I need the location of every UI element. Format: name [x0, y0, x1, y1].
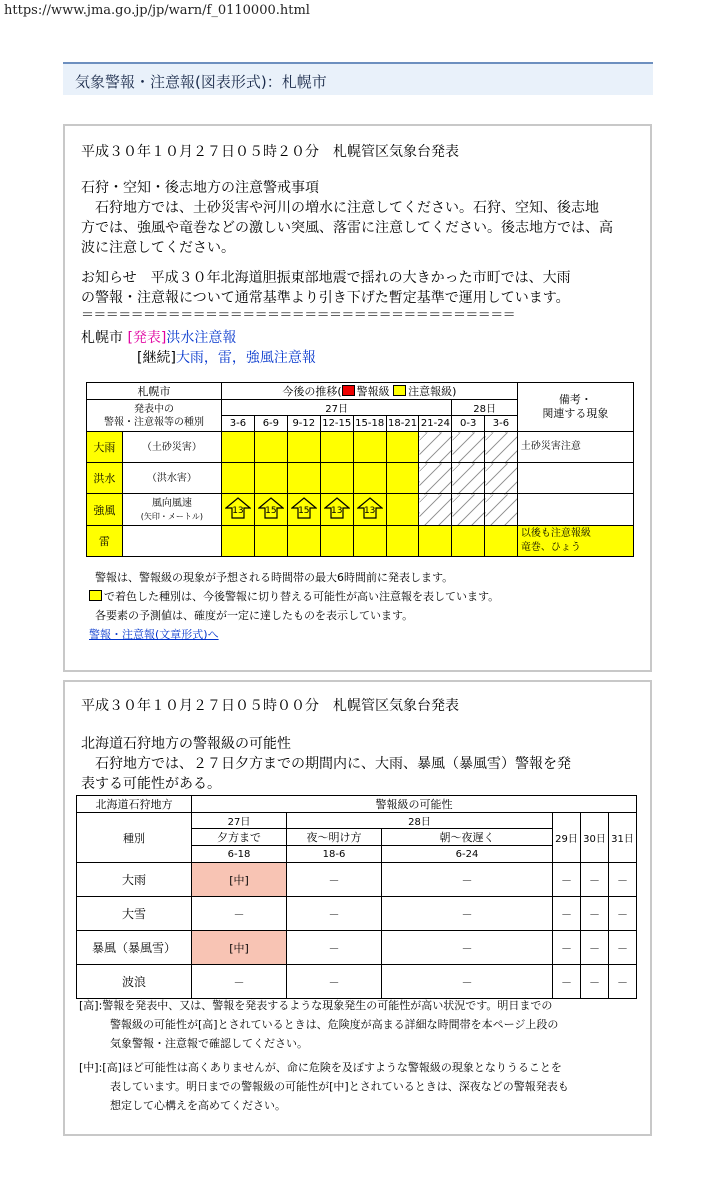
para-line: 方では、強風や竜巻などの激しい突風、落雷に注意してください。後志地方では、高 — [81, 220, 613, 236]
kind-header: 種別 — [77, 813, 192, 863]
wind-cell — [254, 494, 287, 526]
wind-speed-value: 13 — [363, 506, 376, 516]
advisory-legend-icon — [393, 385, 406, 396]
day-header: 27日 — [192, 813, 287, 829]
forecast-row — [87, 526, 634, 557]
element-name: 大雪 — [77, 897, 192, 931]
possibility-value: － — [581, 897, 609, 931]
time-slot-header: 9-12 — [287, 416, 320, 432]
issue-tag: [発表] — [127, 330, 167, 346]
no-data-cell — [485, 463, 518, 494]
no-data-cell — [419, 432, 452, 463]
element-type — [122, 432, 221, 463]
remark-cell — [517, 494, 633, 526]
element-name: 波浪 — [77, 965, 192, 999]
advisory-cell — [485, 526, 518, 557]
table-city-header: 札幌市 — [87, 383, 222, 400]
possibility-row — [77, 931, 637, 965]
element-type — [122, 494, 221, 526]
type-header — [87, 400, 222, 432]
advisory-cell — [320, 432, 353, 463]
wind-cell — [221, 494, 254, 526]
possibility-table — [76, 795, 637, 999]
forecast-row — [87, 494, 634, 526]
note-line: 表しています。明日までの警報級の可能性が[中]とされているときは、深夜などの警報発表も — [110, 1080, 569, 1093]
period-header: 夜～明け方 — [287, 829, 382, 846]
wind-speed-value: 15 — [298, 506, 310, 516]
legend-advisory-label: 注意報級 — [408, 385, 453, 398]
para-line: 表する可能性がある。 — [81, 776, 221, 792]
day-header: 28日 — [452, 400, 518, 416]
forecast-table — [86, 382, 634, 557]
later-day-header: 29日 — [553, 813, 581, 863]
advisory-swatch-icon — [89, 590, 102, 601]
advisory-cell — [386, 463, 419, 494]
hours-header: 6-24 — [382, 846, 553, 863]
period-header: 夕方まで — [192, 829, 287, 846]
element-type-label: （土砂災害） — [141, 441, 202, 453]
possibility-header: 警報級の可能性 — [192, 796, 637, 813]
no-data-cell — [452, 432, 485, 463]
warning-panel — [63, 124, 652, 672]
advisory-cell — [386, 432, 419, 463]
divider-rule: ＝＝＝＝＝＝＝＝＝＝＝＝＝＝＝＝＝＝＝＝＝＝＝＝＝＝＝＝＝＝＝＝＝＝＝ — [81, 308, 516, 323]
wind-cell — [320, 494, 353, 526]
remarks-header-line: 関連する現象 — [542, 407, 609, 420]
advisory-cell — [287, 526, 320, 557]
advisory-cell — [221, 432, 254, 463]
possibility-value: [中] — [192, 863, 287, 897]
possibility-value: － — [553, 931, 581, 965]
up-arrow-icon — [357, 497, 383, 519]
element-name: 暴風（暴風雪） — [77, 931, 192, 965]
element-name: 大雨 — [77, 863, 192, 897]
region-header: 北海道石狩地方 — [77, 796, 192, 813]
remarks-header-line: 備考・ — [558, 393, 592, 406]
possibility-value: － — [287, 863, 382, 897]
possibility-value: － — [553, 897, 581, 931]
note-line: [高]ほど可能性は高くありませんが、命に危険を及ぼすような警報級の現象となりうることを — [102, 1061, 562, 1074]
notice-line: お知らせ 平成３０年北海道胆振東部地震で揺れの大きかった市町では、大雨 — [81, 270, 571, 286]
advisory-cell — [221, 463, 254, 494]
advisory-cell — [254, 463, 287, 494]
notice-line: の警報・注意報について通常基準より引き下げた暫定基準で運用しています。 — [81, 290, 570, 306]
later-day-header: 30日 — [581, 813, 609, 863]
note-line: で着色した種別は、今後警報に切り替える可能性が高い注意報を表しています。 — [104, 590, 500, 603]
element-type-sublabel: (矢印・メートル) — [140, 511, 203, 521]
no-data-cell — [485, 432, 518, 463]
up-arrow-icon — [291, 497, 317, 519]
no-data-cell — [485, 494, 518, 526]
issued-time: 平成３０年１０月２７日０５時２０分 札幌管区気象台発表 — [81, 144, 459, 160]
possibility-panel — [63, 680, 652, 1136]
later-day-header: 31日 — [609, 813, 637, 863]
page-title: 気象警報・注意報(図表形式)：札幌市 — [75, 73, 327, 91]
section-heading: 北海道石狩地方の警報級の可能性 — [81, 736, 291, 752]
advisory-cell — [254, 526, 287, 557]
time-slot-header: 0-3 — [452, 416, 485, 432]
wind-speed-value: 15 — [265, 506, 277, 516]
note-line: 警報級の可能性が[高]とされているときは、危険度が高まる詳細な時間帯を本ページ上段の — [110, 1018, 559, 1031]
mid-tag: [中]: — [79, 1061, 103, 1074]
possibility-value: － — [382, 965, 553, 999]
note-line: 警報は、警報級の現象が予想される時間帯の最大6時間前に発表します。 — [95, 571, 454, 584]
no-data-cell — [452, 463, 485, 494]
note-line: 想定して心構えを高めてください。 — [110, 1099, 286, 1112]
advisory-cell — [287, 463, 320, 494]
page-title-bar — [63, 62, 653, 95]
element-type — [122, 526, 221, 557]
possibility-value: － — [581, 863, 609, 897]
time-slot-header: 3-6 — [485, 416, 518, 432]
para-line: 石狩地方では、２７日夕方までの期間内に、大雨、暴風（暴風雪）警報を発 — [81, 756, 571, 772]
possibility-value: － — [609, 931, 637, 965]
issued-warnings: 洪水注意報 — [166, 330, 237, 346]
possibility-value: － — [192, 965, 287, 999]
advisory-cell — [320, 463, 353, 494]
note-line: 各要素の予測値は、確度が一定に達したものを表示しています。 — [95, 609, 414, 622]
type-header-line: 警報・注意報等の種別 — [103, 416, 204, 428]
advisory-cell — [386, 494, 419, 526]
possibility-value: － — [192, 897, 287, 931]
forecast-header — [221, 383, 517, 400]
hours-header: 6-18 — [192, 846, 287, 863]
type-header-line: 発表中の — [133, 403, 174, 415]
text-format-link[interactable]: 警報・注意報(文章形式)へ — [89, 628, 219, 641]
remark-text: 竜巻、ひょう — [520, 542, 581, 553]
possibility-value: － — [382, 897, 553, 931]
element-type-label: （洪水害） — [146, 472, 197, 484]
advisory-cell — [419, 526, 452, 557]
possibility-value: － — [382, 863, 553, 897]
time-slot-header: 18-21 — [386, 416, 419, 432]
day-header: 28日 — [287, 813, 553, 829]
url-text: https://www.jma.go.jp/jp/warn/f_0110000.html — [4, 3, 310, 18]
forecast-close: ) — [452, 385, 457, 398]
element-name: 洪水 — [87, 463, 123, 494]
day-header: 27日 — [221, 400, 451, 416]
advisory-cell — [353, 432, 386, 463]
time-slot-header: 21-24 — [419, 416, 452, 432]
possibility-value: － — [581, 931, 609, 965]
possibility-value: [中] — [192, 931, 287, 965]
continued-warnings: 大雨，雷，強風注意報 — [175, 350, 316, 366]
wind-cell — [353, 494, 386, 526]
remark-cell — [517, 463, 633, 494]
possibility-row — [77, 897, 637, 931]
high-tag: [高]: — [79, 999, 103, 1012]
time-slot-header: 12-15 — [320, 416, 353, 432]
advisory-cell — [254, 432, 287, 463]
no-data-cell — [452, 494, 485, 526]
remarks-header — [517, 383, 633, 432]
wind-cell — [287, 494, 320, 526]
element-type-label: 風向風速 — [151, 497, 192, 509]
advisory-cell — [221, 526, 254, 557]
time-slot-header: 6-9 — [254, 416, 287, 432]
forecast-row — [87, 432, 634, 463]
element-name: 強風 — [87, 494, 123, 526]
time-slot-header: 15-18 — [353, 416, 386, 432]
city-name: 札幌市 — [81, 330, 123, 346]
remark-cell — [517, 526, 633, 557]
warning-legend-icon — [342, 385, 355, 396]
period-header: 朝～夜遅く — [382, 829, 553, 846]
possibility-value: － — [553, 863, 581, 897]
possibility-value: － — [609, 965, 637, 999]
advisory-cell — [320, 526, 353, 557]
para-line: 波に注意してください。 — [81, 240, 235, 256]
advisory-cell — [386, 526, 419, 557]
possibility-value: － — [581, 965, 609, 999]
wind-speed-value: 13 — [331, 506, 343, 516]
possibility-value: － — [609, 863, 637, 897]
possibility-row — [77, 965, 637, 999]
continued-tag: [継続] — [137, 350, 176, 366]
note-line: 警報を発表中、又は、警報を発表するような現象発生の可能性が高い状況です。明日までの — [102, 999, 553, 1012]
possibility-value: － — [287, 931, 382, 965]
note-line: 気象警報・注意報で確認してください。 — [110, 1037, 308, 1050]
possibility-value: － — [609, 897, 637, 931]
issued-time: 平成３０年１０月２７日０５時００分 札幌管区気象台発表 — [81, 698, 459, 714]
para-line: 石狩地方では、土砂災害や河川の増水に注意してください。石狩、空知、後志地 — [81, 200, 599, 216]
forecast-row — [87, 463, 634, 494]
possibility-value: － — [553, 965, 581, 999]
advisory-cell — [353, 463, 386, 494]
forecast-title: 今後の推移( — [282, 385, 342, 398]
remark-cell — [517, 432, 633, 463]
no-data-cell — [419, 463, 452, 494]
legend-warning-label: 警報級 — [356, 385, 390, 398]
up-arrow-icon — [258, 497, 284, 519]
up-arrow-icon — [324, 497, 350, 519]
possibility-row — [77, 863, 637, 897]
element-name: 大雨 — [87, 432, 123, 463]
element-name: 雷 — [87, 526, 123, 557]
element-type — [122, 463, 221, 494]
possibility-value: － — [287, 897, 382, 931]
section-heading: 石狩・空知・後志地方の注意警戒事項 — [81, 180, 319, 196]
advisory-cell — [287, 432, 320, 463]
time-slot-header: 3-6 — [221, 416, 254, 432]
wind-speed-value: 13 — [232, 506, 244, 516]
remark-text: 以後も注意報級 — [520, 528, 591, 539]
no-data-cell — [419, 494, 452, 526]
advisory-cell — [452, 526, 485, 557]
hours-header: 18-6 — [287, 846, 382, 863]
advisory-cell — [353, 526, 386, 557]
possibility-value: － — [287, 965, 382, 999]
possibility-value: － — [382, 931, 553, 965]
remark-text: 土砂災害注意 — [520, 441, 581, 452]
up-arrow-icon — [225, 497, 251, 519]
